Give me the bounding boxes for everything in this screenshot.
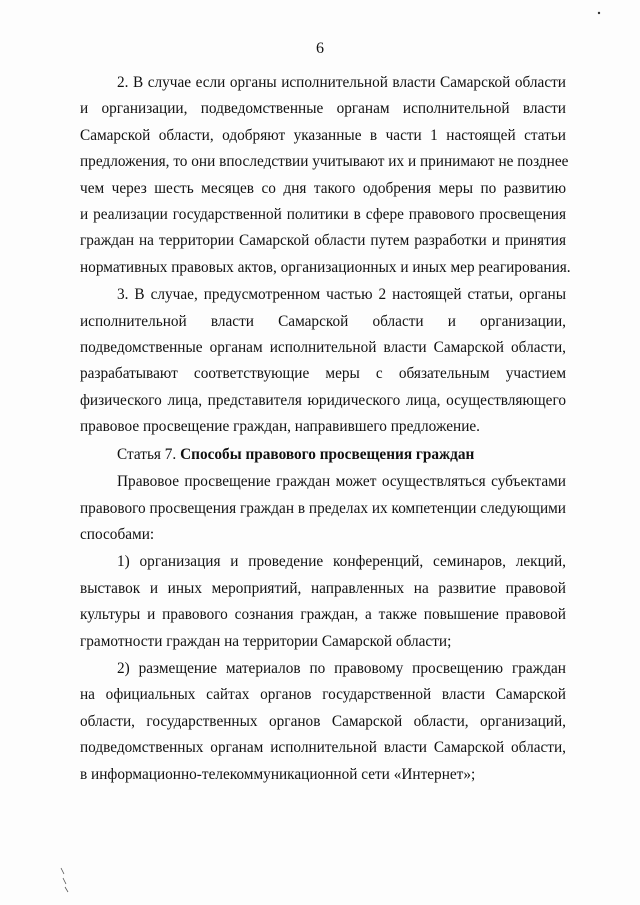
text-line: 2) размещение материалов по правовому просвещению граждан [117, 659, 566, 677]
text-line: разрабатывают соответствующие меры с обязательным участием [80, 365, 566, 383]
scan-speck-bottom-left [58, 866, 72, 894]
list-item-2 [80, 656, 566, 788]
text-line: Самарской области, одобряют указанные в части 1 настоящей статьи [80, 126, 566, 144]
page-number: 6 [316, 40, 324, 57]
text-line: и организации, подведомственные органам исполнительной власти [80, 100, 566, 118]
list-item-1 [80, 549, 566, 655]
text-line: подведомственных органам исполнительной власти Самарской области, [80, 739, 566, 757]
article-prefix: Статья 7. [117, 445, 177, 463]
text-line: правового просвещения граждан в пределах их компетенции следующими [80, 499, 566, 517]
text-line: 1) организация и проведение конференций, семинаров, лекций, [117, 553, 566, 571]
text-line: на официальных сайтах органов государственной власти Самарской [80, 686, 566, 704]
text-line: грамотности граждан на территории Самарской области; [80, 632, 452, 650]
article-heading-line [80, 442, 566, 468]
scan-speck-top-right [596, 10, 602, 16]
text-line: области, государственных органов Самарской области, организаций, [80, 712, 566, 730]
text-line: и реализации государственной политики в сфере правового просвещения [80, 206, 566, 224]
paragraph-intro [80, 469, 566, 548]
text-line: культуры и правового сознания граждан, а также повышение правовой [80, 606, 566, 624]
text-line: выставок и иных мероприятий, направленных на развитие правовой [80, 579, 566, 597]
text-line: правовое просвещение граждан, направившего предложение. [80, 418, 480, 436]
text-line: чем через шесть месяцев со дня такого одобрения меры по развитию [80, 179, 566, 197]
paragraph-2 [80, 70, 571, 281]
text-line: граждан на территории Самарской области путем разработки и принятия [80, 232, 566, 250]
text-line: 2. В случае если органы исполнительной власти Самарской области [117, 74, 566, 91]
text-line: в информационно-телекоммуникационной сети «Интернет»; [80, 765, 476, 783]
text-line: нормативных правовых актов, организационных и иных мер реагирования. [80, 258, 571, 276]
text-line: 3. В случае, предусмотренном частью 2 настоящей статьи, органы [117, 286, 566, 304]
article-heading [80, 442, 566, 468]
text-line: физического лица, представителя юридического лица, осуществляющего [80, 391, 566, 409]
text-line: исполнительной власти Самарской области и организации, [80, 312, 566, 330]
article-title: Способы правового просвещения граждан [180, 445, 475, 463]
text-line: Правовое просвещение граждан может осуществляться субъектами [117, 473, 566, 491]
text-line: предложения, то они впоследствии учитывают их и принимают не позднее [80, 153, 569, 171]
paragraph-3 [80, 282, 566, 440]
document-body [80, 70, 571, 788]
text-line: подведомственные органам исполнительной власти Самарской области, [80, 339, 566, 357]
text-line: способами: [80, 525, 155, 543]
